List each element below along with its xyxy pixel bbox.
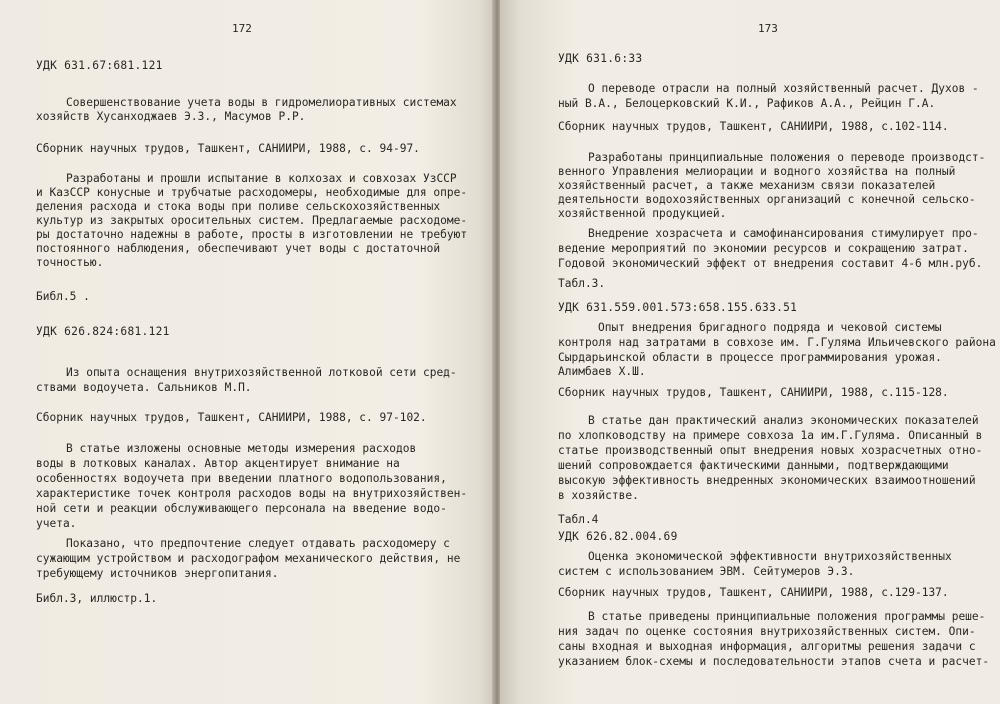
abstract-line: В статье изложены основные методы измерения расходов (66, 442, 417, 455)
entry-title-line: Совершенствование учета воды в гидромелиоративных системах (66, 96, 457, 109)
entry-note: Библ.5 . (36, 290, 90, 303)
entry-source: Сборник научных трудов, Ташкент, САНИИРИ, 1988, с.129-137. (558, 586, 949, 599)
entry-title-line: хозяйств Хусанходжаев Э.З., Масумов Р.Р. (36, 110, 306, 123)
abstract-line: ния задач по оценке состояния внутрихозяйственных систем. Опи- (558, 625, 976, 638)
abstract-line: В статье приведены принципиальные положения программы реше- (588, 610, 986, 623)
abstract-line: деятельности водохозяйственных организаций с конечной сельско- (558, 193, 976, 206)
abstract-line: ры достаточно надежны в работе, просты в изготовлении не требуют (36, 228, 468, 241)
abstract-line: Годовой экономический эффект от внедрения составит 4-6 млн.руб. (558, 257, 983, 270)
abstract-line: Показано, что предпочтение следует отдавать расходомеру с (66, 537, 450, 550)
abstract-line: указанием блок-схемы и последовательности этапов счета и расчет- (558, 655, 990, 668)
entry-title-line: Опыт внедрения бригадного подряда и чековой системы (598, 321, 942, 334)
entry-title-line: ствами водоучета. Сальников М.П. (36, 381, 252, 394)
entry-source: Сборник научных трудов, Ташкент, САНИИРИ, 1988, с. 94-97. (36, 142, 420, 155)
abstract-line: Разработаны принципиальные положения о переводе производст- (588, 151, 986, 164)
entry-source: Сборник научных трудов, Ташкент, САНИИРИ, 1988, с.102-114. (558, 120, 949, 133)
abstract-line: ной сети и реакции обслуживающего персонала на введение водо- (36, 502, 447, 515)
page-number: 172 (232, 22, 252, 35)
abstract-line: Разработаны и прошли испытание в колхозах и совхозах УзССР (66, 172, 457, 185)
udk-code: УДК 626.82.004.69 (558, 530, 678, 543)
abstract-line: хозяйственный расчет, а также механизм связи показателей (558, 179, 936, 192)
udk-code: УДК 626.824:681.121 (36, 325, 170, 338)
abstract-line: высокую эффективность внедренных экономических взаимоотношений (558, 474, 976, 487)
entry-note: Табл.4 (558, 513, 599, 526)
abstract-line: Внедрение хозрасчета и самофинансирования стимулирует про- (588, 227, 979, 240)
entry-source: Сборник научных трудов, Ташкент, САНИИРИ, 1988, с. 97-102. (36, 411, 427, 424)
abstract-line: особенностях водоучета при введении платного водопользования, (36, 472, 447, 485)
abstract-line: и КазССР конусные и трубчатые расходомеры, необходимые для опре- (36, 186, 468, 199)
abstract-line: статье производственный опыт внедрения новых хозрасчетных отно- (558, 444, 983, 457)
entry-source: Сборник научных трудов, Ташкент, САНИИРИ, 1988, с.115-128. (558, 386, 949, 399)
abstract-line: венного Управления мелиорации и водного хозяйства на полный (558, 165, 956, 178)
udk-code: УДК 631.67:681.121 (36, 59, 163, 72)
abstract-line: хозяйственной продукцией. (558, 207, 727, 220)
left-page (0, 0, 494, 704)
abstract-line: деления расхода и стока воды при поливе сельскохозяйственных (36, 200, 441, 213)
entry-title-line: Сырдарьинской области в процессе программирования урожая. (558, 351, 942, 364)
entry-title-line: Из опыта оснащения внутрихозяйственной лотковой сети сред- (66, 366, 457, 379)
abstract-line: ведение мероприятий по экономии ресурсов и сокращению затрат. (558, 242, 969, 255)
abstract-line: постоянного наблюдения, обеспечивают учет воды с достаточной (36, 242, 441, 255)
abstract-line: учета. (36, 517, 77, 530)
right-page (500, 0, 1000, 704)
entry-title-line: систем с использованием ЭВМ. Сейтумеров Э.З. (558, 565, 855, 578)
entry-title-line: контроля над затратами в совхозе им. Г.Гуляма Ильичевского района (558, 336, 996, 349)
entry-note: Библ.3, иллюстр.1. (36, 592, 158, 605)
entry-note: Табл.3. (558, 277, 606, 290)
abstract-line: точностью. (36, 256, 104, 269)
udk-code: УДК 631.559.001.573:658.155.633.51 (558, 301, 798, 314)
abstract-line: сужающим устройством и расходографом механического действия, не (36, 552, 461, 565)
abstract-line: шений сопровождается фактическими данными, подтверждающими (558, 459, 949, 472)
entry-title-line: О переводе отрасли на полный хозяйственный расчет. Духов - (588, 82, 979, 95)
udk-code: УДК 631.6:33 (558, 52, 643, 65)
entry-title-line: Алимбаев Х.Ш. (558, 365, 646, 378)
abstract-line: требующему источников энергопитания. (36, 567, 279, 580)
abstract-line: в хозяйстве. (558, 489, 639, 502)
abstract-line: В статье дан практический анализ экономических показателей (588, 414, 979, 427)
page-number: 173 (758, 22, 778, 35)
abstract-line: характеристике точек контроля расходов воды на внутрихозяйствен- (36, 487, 468, 500)
abstract-line: по хлопководству на примере совхоза 1а им.Г.Гуляма. Описанный в (558, 429, 983, 442)
abstract-line: воды в лотковых каналах. Автор акцентирует внимание на (36, 457, 400, 470)
entry-title-line: ный В.А., Белоцерковский К.И., Рафиков А.А., Рейцин Г.А. (558, 97, 936, 110)
abstract-line: культур из закрытых оросительных систем. Предлагаемые расходоме- (36, 214, 468, 227)
entry-title-line: Оценка экономической эффективности внутрихозяйственных (588, 550, 952, 563)
abstract-line: саны входная и выходная информация, алгоритмы решения задачи с (558, 640, 976, 653)
